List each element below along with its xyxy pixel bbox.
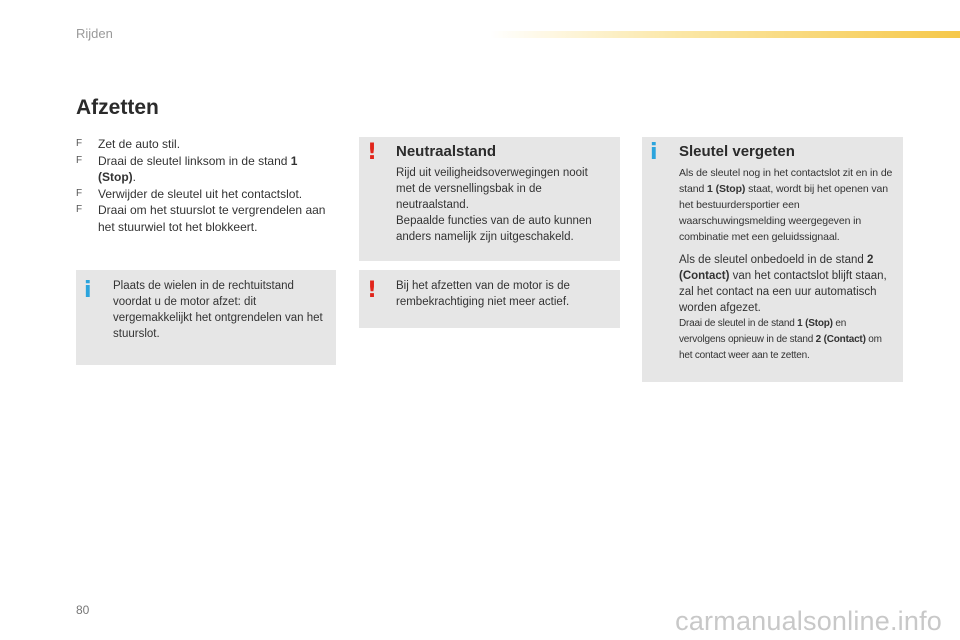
list-item: F Verwijder de sleutel uit het contactslot. — [76, 186, 303, 201]
list-item: F Draai de sleutel linksom in de stand 1 (Stop). — [76, 153, 298, 184]
bullet-icon: F — [76, 204, 83, 215]
info-box-wheels: i Plaats de wielen in de rechtuitstand voordat u de motor afzet: dit vergemakkelijkt het ontgrendelen van het stuurslot. — [76, 270, 336, 365]
box-title: Neutraalstand — [396, 143, 497, 160]
list-item: F Draai om het stuurslot te vergrendelen aan het stuurwiel tot het blokkeert. — [76, 203, 326, 234]
bullet-icon: F — [76, 187, 83, 199]
steps-list — [76, 136, 338, 235]
list-item: F Zet de auto stil. — [76, 137, 181, 151]
bullet-icon: F — [76, 154, 83, 166]
info-icon: i — [650, 140, 658, 165]
page-number: 80 — [76, 603, 90, 617]
info-icon: i — [84, 278, 92, 303]
warning-box-motor: ! Bij het afzetten van de motor is de rembekrachtiging niet meer actief. — [359, 270, 620, 328]
bullet-icon: F — [76, 138, 83, 149]
paragraph-2: Als de sleutel onbedoeld in de stand 2 (Contact) van het contactslot blijft staan, zal het contact na een uur automatisch worden afgezet. — [679, 254, 887, 314]
watermark: carmanualsonline.info — [675, 606, 942, 636]
paragraph-1: Als de sleutel nog in het contactslot zit en in de stand 1 (Stop) staat, wordt bij het openen van het bestuurdersportier een waarschuwingsmelding weergegeven in combinatie met een geluidssignaal. — [679, 167, 893, 243]
header-accent-bar — [490, 31, 960, 38]
warning-icon: ! — [367, 140, 378, 165]
page-title: Afzetten — [76, 96, 159, 119]
warning-box-neutral: ! Neutraalstand Rijd uit veiligheidsoverwegingen nooit met de versnellingsbak in de neutraalstand. Bepaalde functies van de auto kunnen anders namelijk zijn uitgeschakeld. — [359, 137, 620, 261]
info-box-forgotten-key — [642, 137, 903, 382]
section-label: Rijden — [76, 26, 113, 41]
warning-icon: ! — [367, 278, 378, 303]
paragraph-3: Draai de sleutel in de stand 1 (Stop) en vervolgens opnieuw in de stand 2 (Contact) om het contact weer aan te zetten. — [679, 318, 882, 361]
box-title: Sleutel vergeten — [679, 143, 795, 160]
